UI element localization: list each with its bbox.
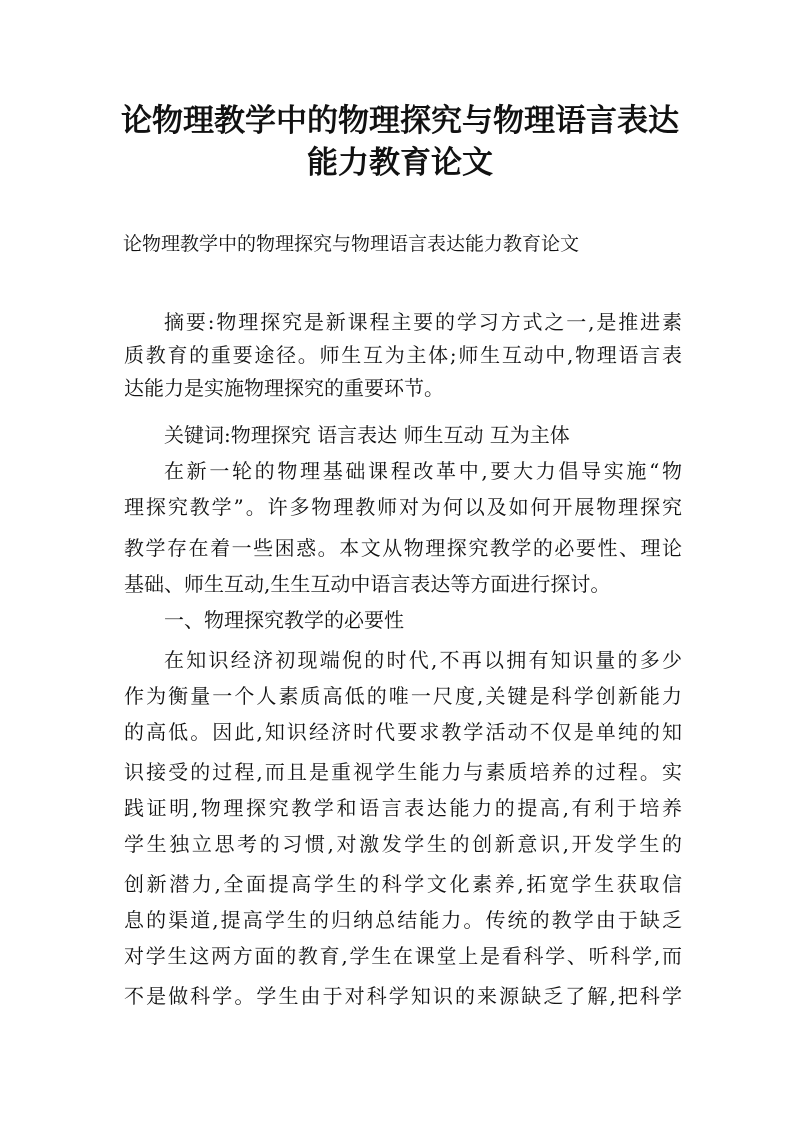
body-line-3: 教学存在着一些困惑。本文从物理探究教学的必要性、理论 — [124, 536, 682, 560]
body-line-7: 的高低。因此,知识经济时代要求教学活动不仅是单纯的知 — [124, 720, 682, 744]
body-line-10: 学生独立思考的习惯,对激发学生的创新意识,开发学生的 — [124, 832, 682, 856]
body-line-2: 理探究教学”。许多物理教师对为何以及如何开展物理探究 — [124, 495, 682, 519]
body-line-1: 在新一轮的物理基础课程改革中,要大力倡导实施“物 — [164, 459, 682, 483]
body-line-5: 在知识经济初现端倪的时代,不再以拥有知识量的多少 — [164, 648, 682, 672]
document-title-line-1: 论物理教学中的物理探究与物理语言表达 — [121, 103, 679, 139]
abstract-line-1: 摘要:物理探究是新课程主要的学习方式之一,是推进素 — [164, 310, 682, 334]
section-heading-1: 一、物理探究教学的必要性 — [164, 608, 404, 632]
body-line-4: 基础、师生互动,生生互动中语言表达等方面进行探讨。 — [124, 572, 611, 596]
body-line-8: 识接受的过程,而且是重视学生能力与素质培养的过程。实 — [124, 760, 682, 784]
document-subtitle: 论物理教学中的物理探究与物理语言表达能力教育论文 — [123, 233, 580, 255]
body-line-13: 对学生这两方面的教育,学生在课堂上是看科学、听科学,而 — [124, 944, 682, 968]
abstract-line-2: 质教育的重要途径。师生互为主体;师生互动中,物理语言表 — [124, 343, 682, 367]
body-line-11: 创新潜力,全面提高学生的科学文化素养,拓宽学生获取信 — [124, 872, 682, 896]
body-line-14: 不是做科学。学生由于对科学知识的来源缺乏了解,把科学 — [124, 984, 682, 1008]
body-line-6: 作为衡量一个人素质高低的唯一尺度,关键是科学创新能力 — [124, 684, 682, 708]
body-line-12: 息的渠道,提高学生的归纳总结能力。传统的教学由于缺乏 — [124, 908, 682, 932]
keywords-line: 关键词:物理探究 语言表达 师生互动 互为主体 — [164, 423, 570, 447]
body-line-9: 践证明,物理探究教学和语言表达能力的提高,有利于培养 — [124, 796, 682, 820]
document-title-line-2: 能力教育论文 — [307, 145, 493, 181]
abstract-line-3: 达能力是实施物理探究的重要环节。 — [124, 376, 444, 400]
